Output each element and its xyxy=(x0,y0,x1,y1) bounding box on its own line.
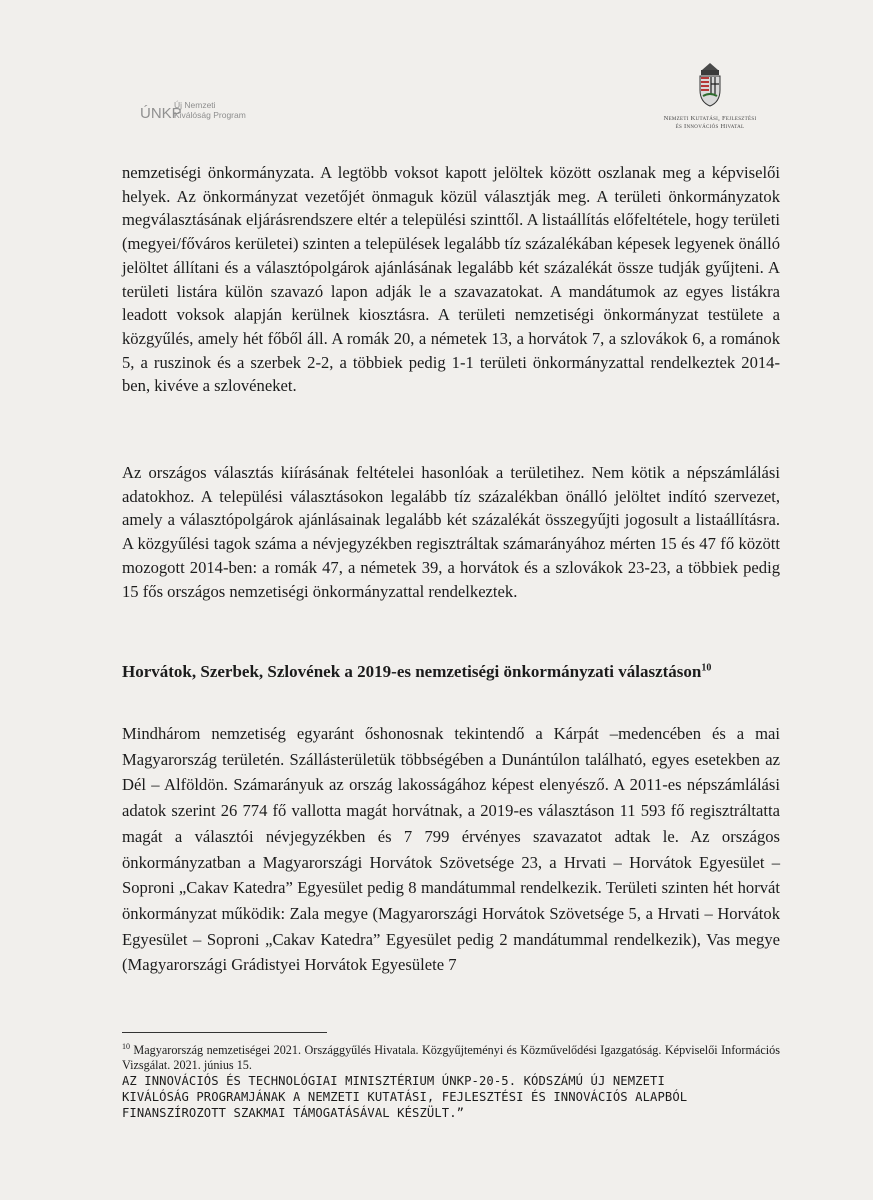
agency-logo-block xyxy=(645,60,775,131)
paragraph-national-elections: Az országos választás kiírásának feltételei hasonlóak a területihez. Nem kötik a népszámlálási adatokhoz. A települési választásokon legalább tíz százalékban önálló jelöltet indító szervezet, amely a választópolgárok ajánlásainak legalább két százalékát összegyűjti jogosult a listaállításra. A közgyűlési tagok száma a névjegyzékben regisztráltak számarányához mérten 15 és 47 fő között mozogott 2014-ben: a romák 47, a németek 39, a horvátok és a szlovákok 23-23, a többiek pedig 15 fős országos nemzetiségi önkormányzattal rendelkeztek. xyxy=(122,463,780,601)
funding-line2: KIVÁLÓSÁG PROGRAMJÁNAK A NEMZETI KUTATÁSI, FEJLESZTÉSI ÉS INNOVÁCIÓS ALAPBÓL xyxy=(122,1090,688,1104)
program-name-line2: Kiválóság Program xyxy=(174,110,246,120)
footnote-divider xyxy=(122,1032,327,1033)
footnote-reference: 10 xyxy=(701,662,712,674)
section-heading-text: Horvátok, Szerbek, Szlovének a 2019-es nemzetiségi önkormányzati választáson xyxy=(122,662,702,681)
agency-line2: és Innovációs Hivatal xyxy=(675,123,745,130)
footnote xyxy=(122,1039,780,1073)
unkp-logo-block xyxy=(140,94,246,126)
funding-line1: AZ INNOVÁCIÓS ÉS TECHNOLÓGIAI MINISZTÉRIUM ÚNKP-20-5. KÓDSZÁMÚ ÚJ NEMZETI xyxy=(122,1074,665,1088)
section-heading xyxy=(122,662,711,682)
footnote-text: Magyarország nemzetiségei 2021. Országgyűlés Hivatala. Közgyűjteményi és Közművelődési Igazgatóság. Képviselői Információs Vizsgálat. 2021. június 15. xyxy=(122,1043,780,1073)
unkp-logo-icon xyxy=(140,94,182,126)
footnote-number: 10 xyxy=(122,1042,130,1051)
funding-statement xyxy=(122,1073,780,1121)
paragraph-croats: Mindhárom nemzetiség egyaránt őshonosnak tekintendő a Kárpát –medencében és a mai Magyarország területén. Szállásterületük többségében a Dunántúlon található, egyes esetekben az Dél – Alföldön. Számarányuk az ország lakosságához képest elenyésző. A 2011-es népszámlálási adatok szerint 26 774 fő vallotta magát horvátnak, a 2019-es választáson 11 593 fő regisztráltatta magát a választói névjegyzékben és 7 799 érvényes szavazatot adtak le. Az országos önkormányzatban a Magyarországi Horvátok Szövetsége 23, a Hrvati – Horvátok Egyesület – Soproni „Cakav Katedra” Egyesület pedig 8 mandátummal rendelkezik. Területi szinten hét horvát önkormányzat működik: Zala megye (Magyarországi Horvátok Szövetsége 5, a Hrvati – Horvátok Egyesület – Soproni „Cakav Katedra” Egyesület pedig 2 mandátummal rendelkezik), Vas megye (Magyarországi Grádistyei Horvátok Egyesülete 7 xyxy=(122,724,780,975)
program-name xyxy=(174,100,246,120)
funding-line3: FINANSZÍROZOTT SZAKMAI TÁMOGATÁSÁVAL KÉSZÜLT.” xyxy=(122,1106,465,1120)
svg-text:ÚNKP: ÚNKP xyxy=(140,105,182,122)
coat-of-arms-icon xyxy=(696,60,724,108)
agency-line1: Nemzeti Kutatási, Fejlesztési xyxy=(663,115,757,122)
paragraph-territorial-elections: nemzetiségi önkormányzata. A legtöbb voksot kapott jelöltek között oszlanak meg a képviselői helyek. Az önkormányzat vezetőjét önmaguk közül választják meg. A területi önkormányzatok megválasztásának eljárásrendszere eltér a települési szinttől. A listaállítás előfeltétele, hogy területi (megyei/főváros kerületei) szinten a települések legalább tíz százalékában képesek legyenek önálló jelöltet állítani és a választópolgárok ajánlásának legalább két százalékát össze tudják gyűjteni. A területi listára külön szavazó lapon adják le a szavazatokat. A mandátumok az egyes listákra leadott voksok alapján kerülnek kiosztásra. A területi nemzetiségi önkormányzat testülete a közgyűlés, amely hét főből áll. A romák 20, a németek 13, a horvátok 7, a szlovákok 6, a románok 5, a ruszinok és a szerbek 2-2, a többiek pedig 1-1 területi önkormányzattal rendelkeztek 2014-ben, kivéve a szlovéneket. xyxy=(122,163,780,396)
program-name-line1: Új Nemzeti xyxy=(174,100,216,110)
agency-name xyxy=(645,115,775,131)
